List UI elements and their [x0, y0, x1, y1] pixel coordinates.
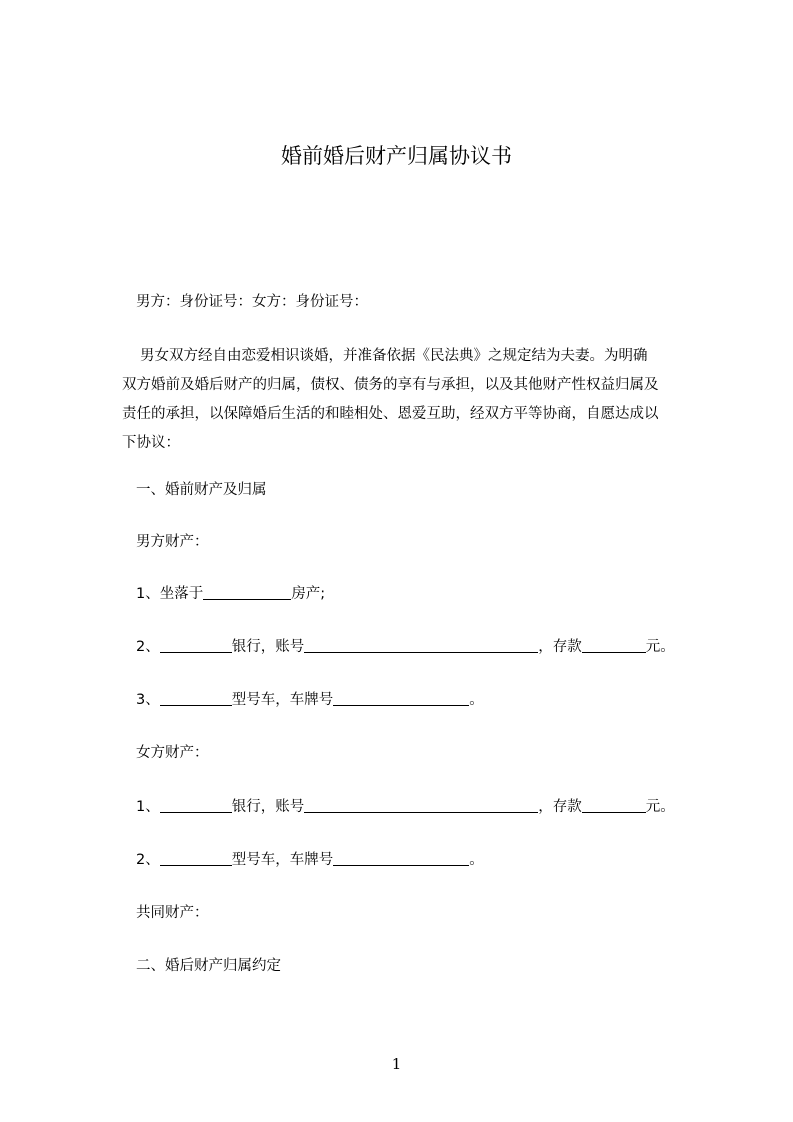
fill-in-blank[interactable]: [333, 691, 469, 706]
fill-in-blank[interactable]: [160, 638, 232, 653]
preamble-paragraph: [118, 342, 690, 458]
item-text: 。: [469, 852, 484, 868]
male-item-3: [136, 690, 484, 710]
parties-line: 男方：身份证号：女方：身份证号：: [136, 294, 368, 310]
preamble-line: 双方婚前及婚后财产的归属，债权、债务的享有与承担，以及其他财产性权益归属及: [122, 377, 659, 393]
section1-heading: 一、婚前财产及归属: [136, 482, 267, 498]
male-item-1: [136, 584, 325, 604]
male-property-label: 男方财产：: [136, 534, 209, 550]
item-text: 元。: [645, 639, 675, 655]
preamble-line: 下协议：: [122, 435, 180, 451]
document-title: 婚前婚后财产归属协议书: [281, 144, 512, 168]
item-text: 3、: [136, 692, 160, 708]
item-text: 1、坐落于: [136, 586, 204, 602]
preamble-line: 责任的承担，以保障婚后生活的和睦相处、恩爱互助，经双方平等协商，自愿达成以: [122, 406, 659, 422]
male-item-2: [136, 637, 675, 657]
preamble-line: 男女双方经自由恋爱相识谈婚，并准备依据《民法典》之规定结为夫妻。为明确: [140, 348, 648, 364]
item-text: 银行，账号: [231, 799, 305, 815]
item-text: 。: [469, 692, 484, 708]
page-number: 1: [391, 1055, 402, 1073]
common-property-label: 共同财产：: [136, 905, 209, 921]
fill-in-blank[interactable]: [160, 798, 232, 813]
female-item-2: [136, 850, 484, 870]
fill-in-blank[interactable]: [582, 638, 646, 653]
fill-in-blank[interactable]: [160, 851, 232, 866]
item-text: 2、: [136, 639, 160, 655]
item-text: ，存款: [538, 639, 582, 655]
fill-in-blank[interactable]: [333, 851, 469, 866]
item-text: 1、: [136, 799, 160, 815]
item-text: 型号车，车牌号: [231, 692, 334, 708]
item-text: 房产;: [291, 586, 326, 602]
item-text: 型号车，车牌号: [231, 852, 334, 868]
item-text: 2、: [136, 852, 160, 868]
item-text: 银行，账号: [231, 639, 305, 655]
fill-in-blank[interactable]: [304, 638, 538, 653]
fill-in-blank[interactable]: [160, 691, 232, 706]
fill-in-blank[interactable]: [582, 798, 646, 813]
female-item-1: [136, 797, 675, 817]
female-property-label: 女方财产：: [136, 745, 209, 761]
item-text: ，存款: [538, 799, 582, 815]
fill-in-blank[interactable]: [304, 798, 538, 813]
section2-heading: 二、婚后财产归属约定: [136, 958, 281, 974]
fill-in-blank[interactable]: [203, 585, 291, 600]
item-text: 元。: [645, 799, 675, 815]
